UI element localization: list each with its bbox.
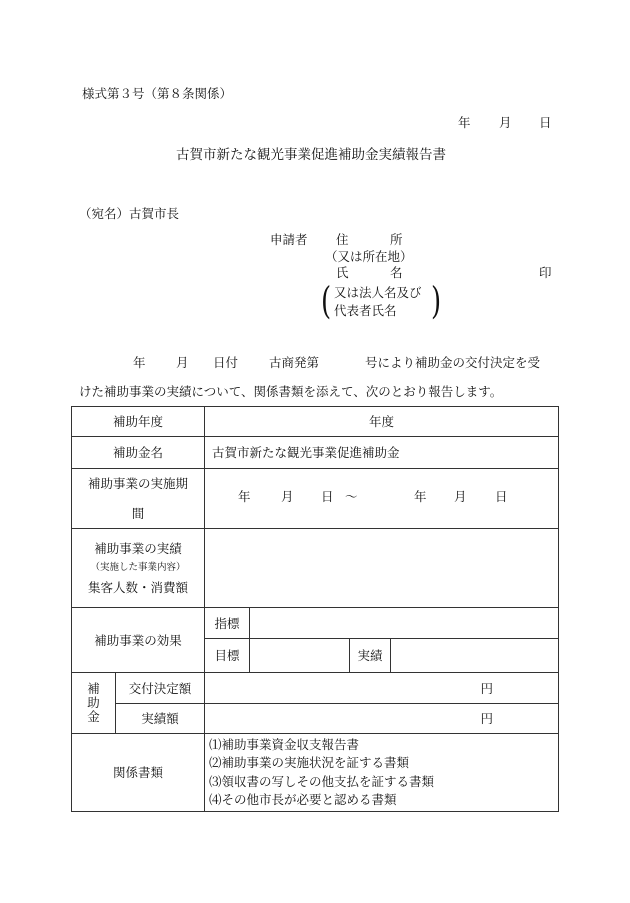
- addressee: （宛名）古賀市長: [79, 206, 180, 221]
- actual-label: 実績: [350, 639, 391, 673]
- right-bracket: ): [431, 280, 442, 324]
- left-bracket: (: [321, 280, 332, 324]
- body-line2: けた補助事業の実績について、関係書類を添えて、次のとおり報告します。: [79, 384, 503, 399]
- actual-value[interactable]: [391, 639, 559, 673]
- results-label-line3: 集客人数・消費額: [88, 579, 189, 595]
- doc-item-2: ⑵補助事業の実施状況を証する書類: [209, 755, 410, 770]
- address-note: （又は所在地）: [325, 249, 413, 264]
- subsidy-group-char3: 金: [87, 708, 100, 724]
- actual-amount-label: 実績額: [116, 704, 205, 734]
- period-tilde: ～: [345, 489, 358, 504]
- period-end-month: 月: [454, 489, 467, 504]
- results-label-line2: （実施した事業内容）: [90, 562, 186, 574]
- row-fiscal-year: [72, 407, 559, 437]
- subsidy-name-label: 補助金名: [72, 437, 205, 469]
- corp-name-line2: 代表者氏名: [334, 303, 397, 318]
- row-decision-amount: [72, 673, 559, 704]
- applicant-label: 申請者: [270, 232, 308, 247]
- form-number: 様式第３号（第８条関係）: [82, 86, 233, 101]
- indicator-label: 指標: [205, 608, 250, 639]
- docs-label: 関係書類: [72, 734, 205, 812]
- period-label-line2: 間: [131, 506, 145, 521]
- period-start-day: 日: [321, 489, 334, 504]
- body-dated: 日付: [213, 355, 239, 370]
- name-label-1: 氏: [336, 265, 349, 280]
- target-value[interactable]: [250, 639, 350, 673]
- subsidy-name-value[interactable]: 古賀市新たな観光事業促進補助金: [205, 437, 559, 469]
- row-period: [72, 469, 559, 529]
- address-label-2: 所: [390, 232, 403, 247]
- effect-label: 補助事業の効果: [72, 608, 205, 673]
- corp-name-line1: 又は法人名及び: [334, 285, 422, 300]
- address-label-1: 住: [336, 232, 349, 247]
- doc-item-4: ⑷その他市長が必要と認める書類: [209, 792, 397, 807]
- date-year: 年: [458, 115, 471, 130]
- date-day: 日: [539, 115, 552, 130]
- doc-item-1: ⑴補助事業資金収支報告書: [209, 736, 360, 752]
- fiscal-year-value[interactable]: 年度: [205, 407, 559, 437]
- indicator-value[interactable]: [250, 608, 559, 639]
- fiscal-year-label: 補助年度: [72, 407, 205, 437]
- row-results: [72, 529, 559, 608]
- results-label: [72, 529, 205, 608]
- docs-list: [205, 734, 559, 812]
- report-table: [71, 406, 559, 812]
- subsidy-group-label: [72, 673, 116, 734]
- subsidy-group-char1: 補: [87, 681, 100, 697]
- period-start-year: 年: [238, 489, 251, 504]
- date-month: 月: [499, 115, 512, 130]
- row-related-docs: [72, 734, 559, 812]
- results-label-line1: 補助事業の実績: [94, 541, 182, 557]
- period-label-line1: 補助事業の実施期: [88, 476, 189, 491]
- document-title: 古賀市新たな観光事業促進補助金実績報告書: [176, 147, 446, 163]
- period-value[interactable]: [205, 469, 559, 529]
- body-clause: 号により補助金の交付決定を受: [365, 355, 541, 370]
- decision-amount-value[interactable]: [205, 673, 559, 704]
- body-doc-no: 古商発第: [269, 355, 320, 370]
- body-month: 月: [176, 355, 189, 370]
- row-subsidy-name: [72, 437, 559, 469]
- results-value[interactable]: [205, 529, 559, 608]
- doc-item-3: ⑶領収書の写しその他支払を証する書類: [209, 773, 435, 789]
- period-end-year: 年: [414, 489, 427, 504]
- body-year: 年: [133, 355, 146, 370]
- actual-amount-yen: 円: [480, 711, 494, 726]
- period-start-month: 月: [281, 489, 294, 504]
- target-label: 目標: [205, 639, 250, 673]
- row-indicator: [72, 608, 559, 639]
- name-label-2: 名: [390, 265, 403, 280]
- period-label: [72, 469, 205, 529]
- decision-amount-label: 交付決定額: [116, 673, 205, 704]
- row-actual-amount: [72, 704, 559, 734]
- subsidy-group-char2: 助: [87, 695, 100, 711]
- period-end-day: 日: [495, 489, 508, 504]
- decision-amount-yen: 円: [480, 680, 494, 696]
- actual-amount-value[interactable]: [205, 704, 559, 734]
- seal-mark: 印: [539, 265, 552, 280]
